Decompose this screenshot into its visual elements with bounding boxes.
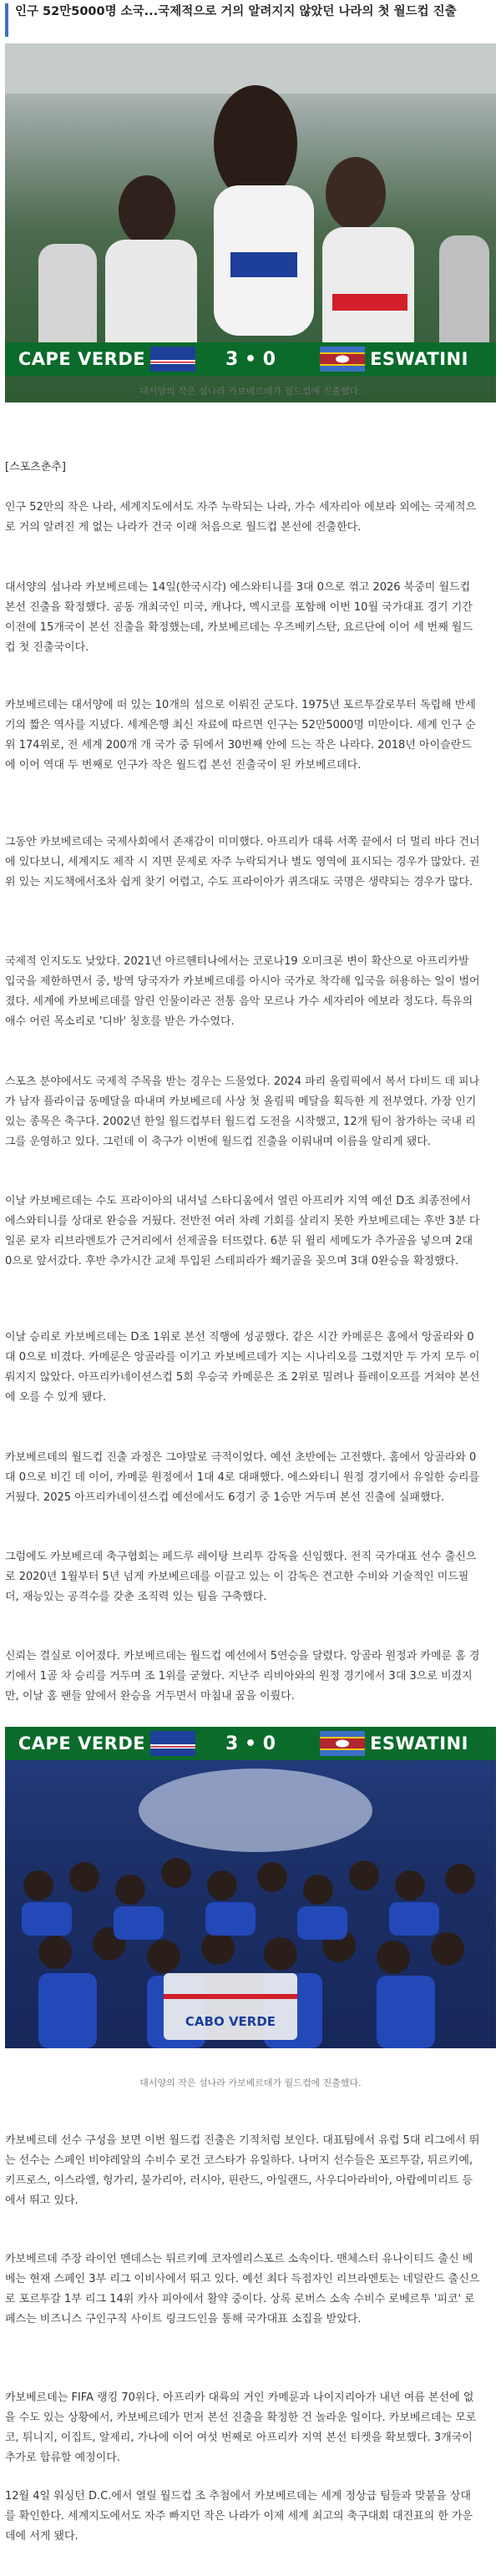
home-team [5, 342, 214, 376]
article-paragraph: 신뢰는 결실로 이어졌다. 카보베르데는 월드컵 예선에서 5연승을 달렸다. 앙골라 원정과 카메룬 홈 경기에서 1골 차 승리를 거두며 조 1위를 굳혔다. 지난주 리비아와의 원정 경기에서 3대 3으로 비겼지만, 이날 홈 팬들 앞에서 완승을 거두면서 마침내 꿈을 이뤘다. [5, 1650, 480, 1703]
photo-caption: 대서양의 작은 섬나라 카보베르데가 월드컵에 진출했다. [139, 386, 362, 397]
photo-caption: 대서양의 작은 섬나라 카보베르데가 월드컵에 진출했다. [139, 2078, 362, 2088]
eswatini-flag-icon [320, 1731, 365, 1756]
home-team-name: CAPE VERDE [18, 1733, 146, 1754]
scoreboard [5, 1727, 496, 1760]
article-paragraph: 스포츠 분야에서도 국제적 주목을 받는 경우는 드물었다. 2024 파리 올림픽에서 복서 다비드 데 피나가 남자 플라이급 동메달을 따내며 카보베르데 사상 첫 올림픽 메달을 획득한 게 전부였다. 가장 인기있는 종목은 축구다. 2002년 한일 월드컵부터 월드컵 도전을 시작했고, 12개 팀이 참가하는 국내 리그를 운영하고 있다. 그런데 이 축구가 이번에 월드컵 진출을 이뤄내며 이름을 알리게 됐다. [5, 1075, 480, 1148]
article-paragraph: 대서양의 섬나라 카보베르데는 14일(한국시각) 에스와티니를 3대 0으로 꺾고 2026 북중미 월드컵 본선 진출을 확정했다. 공동 개최국인 미국, 캐나다, 멕시코를 포함해 이번 10월 국가대표 경기 기간 이전에 15개국이 본선 진출을 확정했는데, 카보베르데는 우즈베키스탄, 요르단에 이어 세 번째 월드컵 첫 진출국이다. [5, 581, 473, 654]
article-paragraph: 이날 카보베르데는 수도 프라이아의 내셔널 스타디움에서 열린 아프리카 지역 예선 D조 최종전에서 에스와티니를 상대로 완승을 거뒀다. 전반전 여러 차례 기회를 살리지 못한 카보베르데는 후반 3분 다일론 로자 리브라멘토가 근거리에서 선제골을 터뜨렸다. 6분 뒤 윌리 세메도가 추가골을 넣으며 2대 0으로 앞서갔다. 후반 추가시간 교체 투입된 스테피라가 쐐기골을 꽂으며 3대 0완승을 확정했다. [5, 1195, 480, 1268]
article-byline: [스포츠춘추] [5, 461, 66, 473]
crowd-illustration [5, 1760, 496, 2048]
away-team-name: ESWATINI [370, 1733, 468, 1754]
players-illustration [5, 43, 496, 369]
article-paragraph: 인구 52만의 작은 나라, 세계지도에서도 자주 누락되는 나라, 가수 세자리아 에보라 외에는 국제적으로 거의 알려진 게 없는 나라가 건국 이래 처음으로 월드컵 본선에 진출한다. [5, 501, 477, 534]
article-paragraph: 카보베르데 주장 라이언 멘데스는 튀르키예 코자엘리스포르 소속이다. 맨체스터 유나이티드 출신 베베는 현재 스페인 3부 리그 이비사에서 뛰고 있다. 예선 최다 득점자인 리브라멘토는 네덜란드 출신으로 포르투갈 1부 리그 14위 카사 피아에서 활약 중이다. 상록 로버스 소속 수비수 로베르투 '피코' 로페스는 비즈니스 구인구직 사이트 링크드인을 통해 국가대표 소집을 받았다. [5, 2253, 480, 2325]
match-score: 3 • 0 [225, 1733, 276, 1754]
scoreboard [5, 342, 496, 376]
article-paragraph: 카보베르데 선수 구성을 보면 이번 월드컵 진출은 기적처럼 보인다. 대표팀에서 유럽 5대 리그에서 뛰는 선수는 스페인 비야레알의 수비수 로건 코스타가 유일하다. 나머지 선수들은 포르투갈, 튀르키예, 키프로스, 이스라엘, 헝가리, 불가리아, 러시아, 핀란드, 아일랜드, 사우디아라비아, 아랍에미리트 등에서 뛰고 있다. [5, 2134, 480, 2207]
article-paragraph: 그동안 카보베르데는 국제사회에서 존재감이 미미했다. 아프리카 대륙 서쪽 끝에서 더 멀리 바다 건너에 있다보니, 세계지도 제작 시 지면 문제로 자주 누락되거나 별도 영역에 표시되는 경우가 많았다. 권위 있는 지도책에서조차 쉽게 찾기 어렵고, 수도 프라이아가 퀴즈대도 국명은 생략되는 경우가 많다. [5, 836, 480, 888]
away-team [287, 1727, 496, 1760]
article-paragraph: 그럼에도 카보베르데 축구협회는 페드루 레이탕 브리투 감독을 신임했다. 전직 국가대표 선수 출신으로 2020년 1월부터 5년 넘게 카보베르데를 이끌고 있는 이 감독은 견고한 수비와 기술적인 미드필더, 재능있는 공격수를 갖춘 조직력 있는 팀을 구축했다. [5, 1551, 477, 1603]
away-team [287, 342, 496, 376]
photo-scene [5, 1760, 496, 2048]
article-paragraph: 국제적 인지도도 낮았다. 2021년 아르헨티나에서는 코로나19 오미크론 변이 확산으로 아프리카발 입국을 제한하면서 중, 방역 당국자가 카보베르데를 아시아 국가로 착각해 입국을 허용하는 일이 벌어졌다. 세계에 카보베르데를 알린 인물이라곤 전통 음악 모르나 가수 세자리아 에보라 정도다. 특유의 애수 어린 목소리로 '디바' 칭호를 받은 가수였다. [5, 955, 480, 1028]
cape-verde-flag-icon [150, 347, 195, 372]
cape-verde-flag-icon [150, 1731, 195, 1756]
eswatini-flag-icon [320, 347, 365, 372]
article-paragraph: 카보베르데는 대서양에 떠 있는 10개의 섬으로 이뤄진 군도다. 1975년 포르투갈로부터 독립해 반세기의 짧은 역사를 지녔다. 세계은행 최신 자료에 따르면 인구는 52만5000명 미만이다. 세계 인구 순위 174위로, 전 세계 200개 개 국가 중 뒤에서 30번째 안에 드는 작은 나라다. 2018년 아이슬란드에 이어 역대 두 번째로 인구가 작은 월드컵 본선 진출국이 된 카보베르데다. [5, 699, 476, 772]
home-team-name: CAPE VERDE [18, 349, 146, 369]
article-paragraph: 카보베르데는 FIFA 랭킹 70위다. 아프리카 대륙의 거인 카메룬과 나이지리아가 내년 여름 본선에 없을 수도 있는 상황에서, 카보베르데가 먼저 본선 진출을 확정한 건 놀라운 일이다. 카보베르데는 모로코, 튀니지, 이집트, 알제리, 가나에 이어 여섯 번째로 아프리카 지역 본선 티켓을 확보했다. 3개국이 추가로 합류할 예정이다. [5, 2391, 477, 2464]
article-photo-crowd [5, 1727, 496, 2103]
article-photo-celebration [5, 43, 496, 402]
crowd-banner-text: CABO VERDE [185, 2014, 276, 2029]
article-paragraph: 카보베르데의 월드컵 진출 과정은 그야말로 극적이었다. 예선 초반에는 고전했다. 홈에서 앙골라와 0대 0으로 비긴 데 이어, 카메룬 원정에서 1대 4로 대패했다. 에스와티니 원정 경기에서 유일한 승리를 거뒀다. 2025 아프리카네이션스컵 예선에서도 6경기 중 1승만 거두며 본선 진출에 실패했다. [5, 1451, 480, 1504]
article-headline: 인구 52만5000명 소국...국제적으로 거의 알려지지 않았던 나라의 첫 월드컵 진출 [5, 3, 496, 37]
match-score: 3 • 0 [225, 348, 276, 370]
article-paragraph: 이날 승리로 카보베르데는 D조 1위로 본선 직행에 성공했다. 같은 시간 카메룬은 홈에서 앙골라와 0대 0으로 비겼다. 카메룬은 앙골라를 이기고 카보베르데가 지는 시나리오를 그렸지만 두 가지 모두 이뤄지지 않았다. 아프리카네이션스컵 5회 우승국 카메룬은 조 2위로 밀려나 플레이오프를 거쳐야 본선에 오를 수 있게 됐다. [5, 1331, 480, 1404]
home-team [5, 1727, 214, 1760]
away-team-name: ESWATINI [370, 349, 468, 369]
article-paragraph: 12월 4일 워싱턴 D.C.에서 열릴 월드컵 조 추첨에서 카보베르데는 세계 정상급 팀들과 맞붙을 상대를 확인한다. 세계지도에서도 자주 빠지던 작은 나라가 이제 세계 최고의 축구대회 대진표의 한 가운데에 서게 됐다. [5, 2490, 473, 2543]
